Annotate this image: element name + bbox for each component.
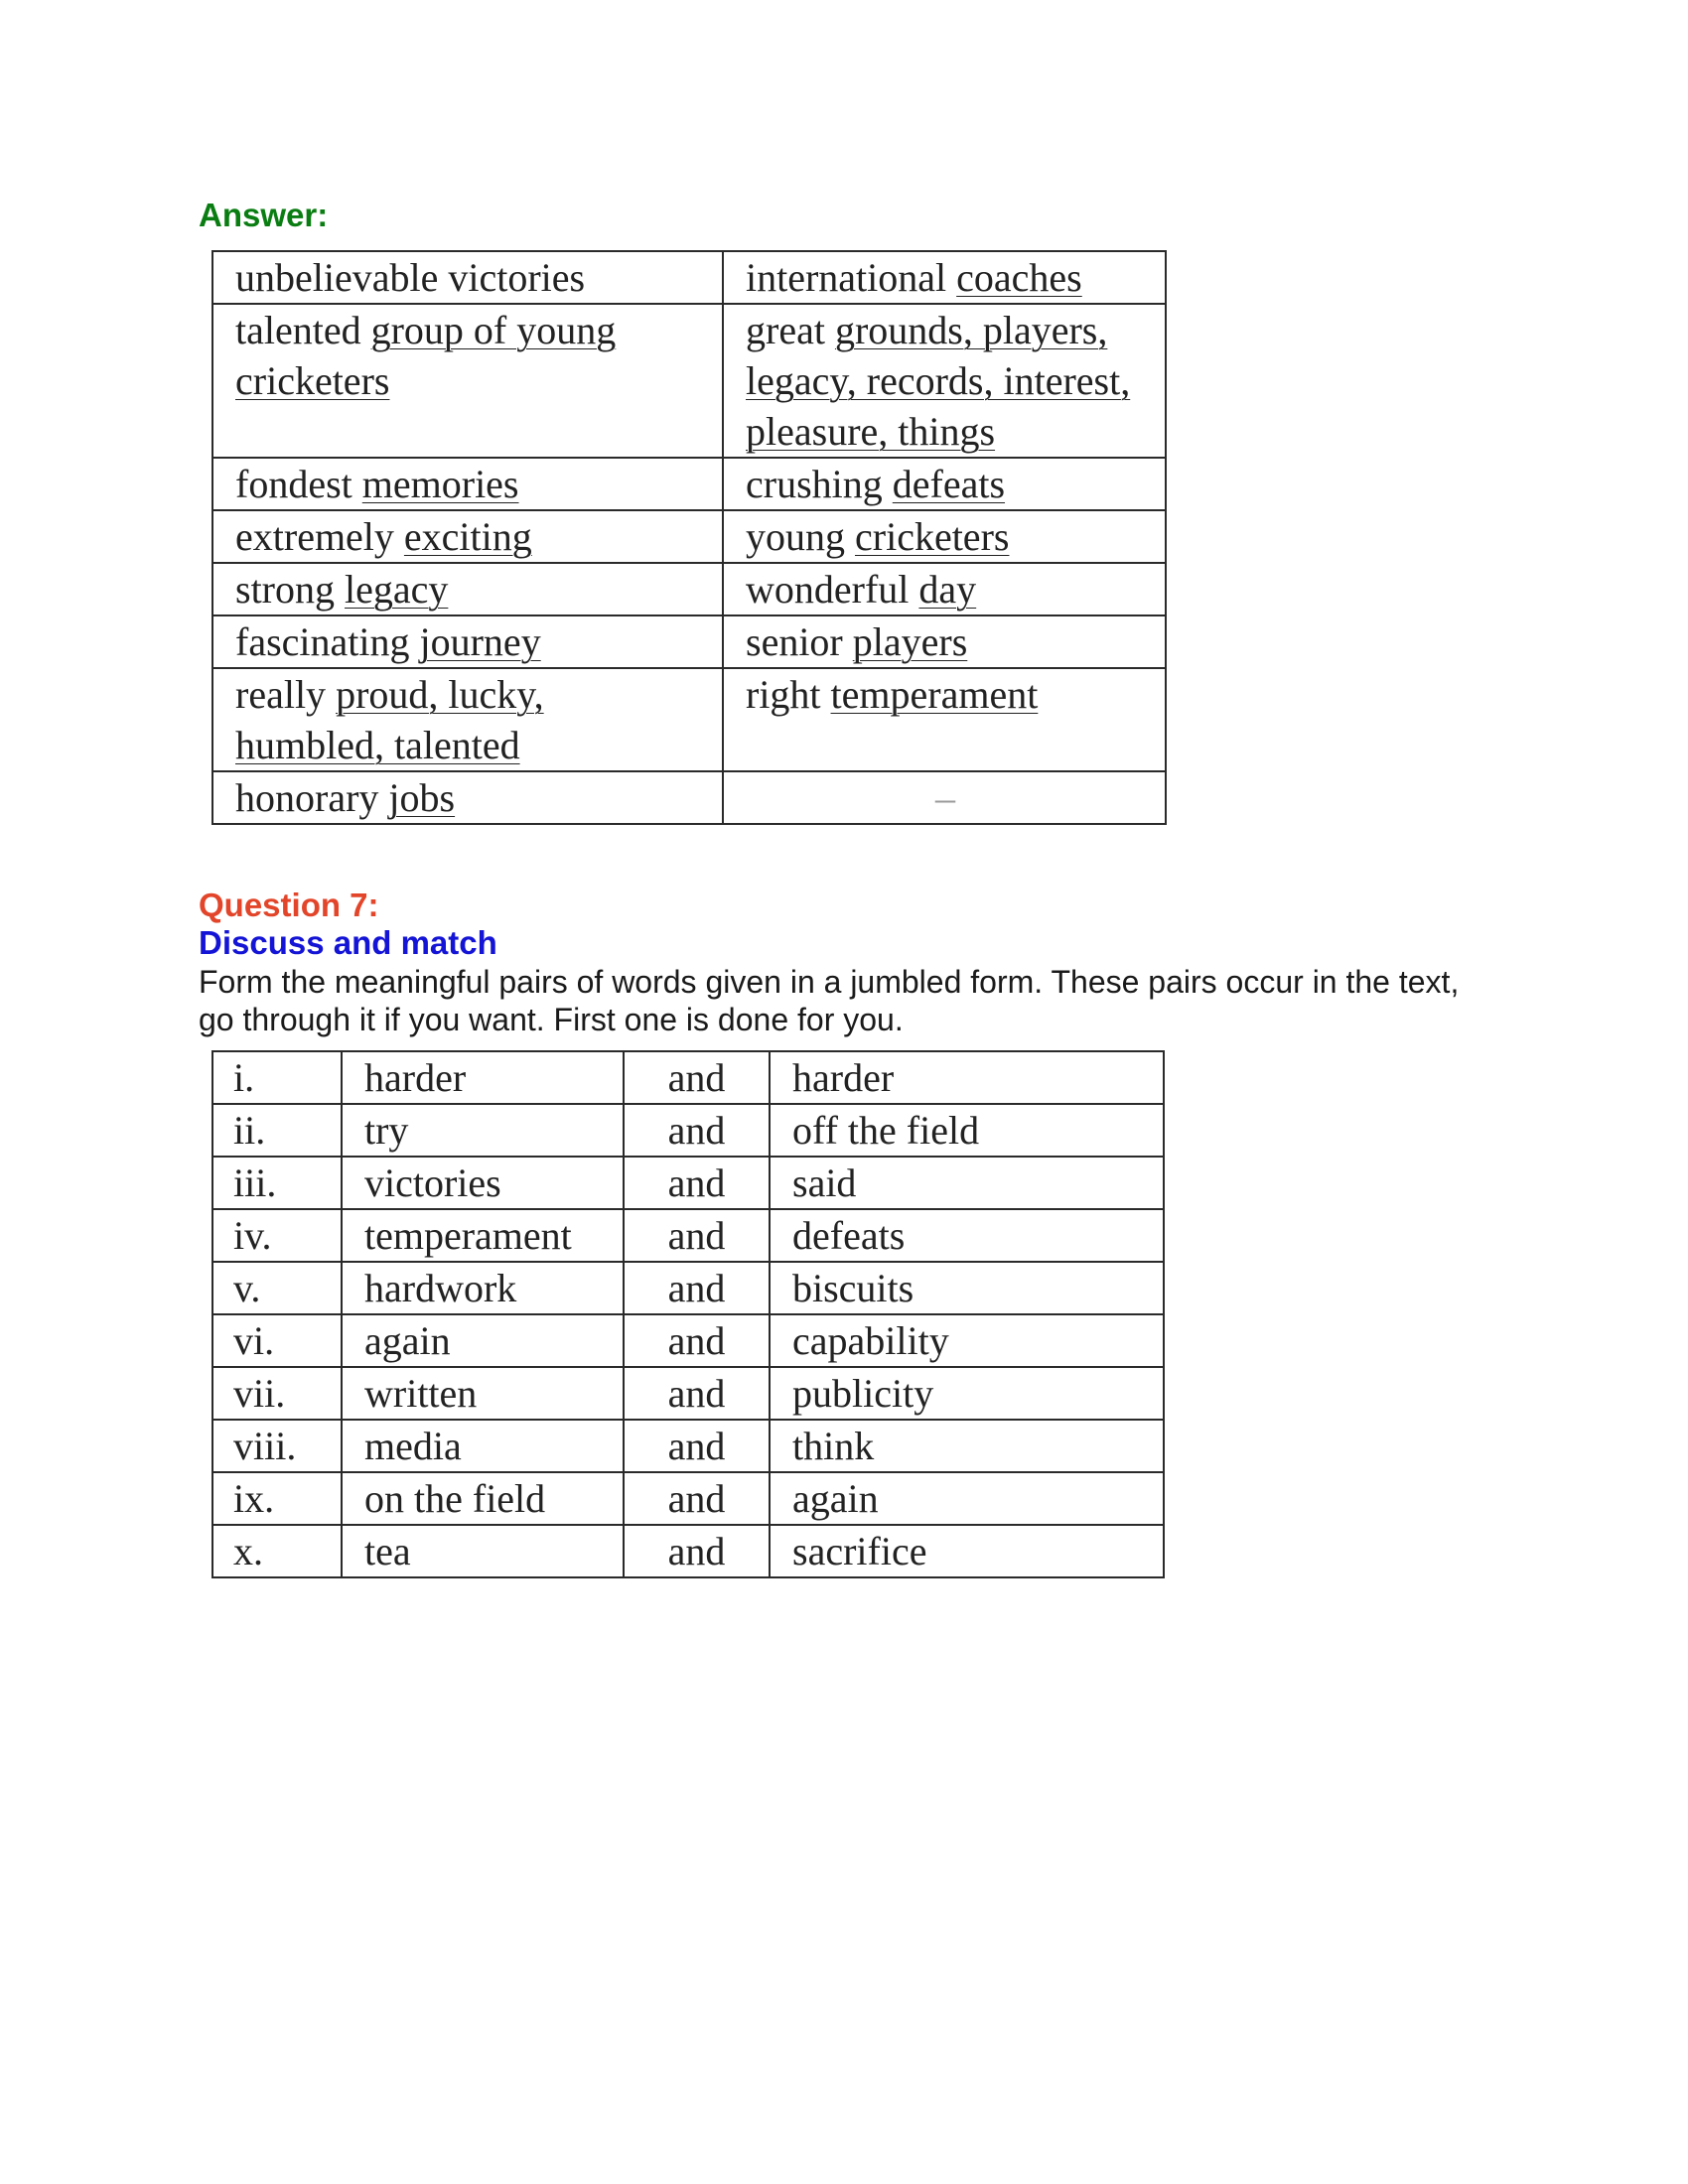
conjunction: and — [624, 1157, 770, 1209]
answer-cell-left — [212, 304, 723, 458]
word-left: try — [342, 1104, 624, 1157]
answer-text-plain: right — [746, 672, 831, 717]
word-right: biscuits — [770, 1262, 1164, 1314]
word-right: capability — [770, 1314, 1164, 1367]
question-heading: Question 7: — [199, 887, 379, 923]
word-right: think — [770, 1420, 1164, 1472]
word-left: written — [342, 1367, 624, 1420]
answer-cell-right — [723, 563, 1166, 615]
row-number: vi. — [212, 1314, 342, 1367]
answer-cell-right — [723, 771, 1166, 824]
word-right: publicity — [770, 1367, 1164, 1420]
answer-cell-right — [723, 668, 1166, 771]
table-row — [212, 1525, 1164, 1577]
answer-text-plain: young — [746, 514, 855, 559]
table-row — [212, 668, 1166, 771]
answer-text-underlined: players — [852, 619, 968, 664]
question-subheading: Discuss and match — [199, 924, 497, 961]
conjunction: and — [624, 1051, 770, 1104]
table-row — [212, 1367, 1164, 1420]
answer-cell-left — [212, 668, 723, 771]
word-left: hardwork — [342, 1262, 624, 1314]
answer-text-plain: extremely — [235, 514, 404, 559]
answer-text-underlined: group of young cricketers — [235, 308, 617, 403]
question-instruction: Form the meaningful pairs of words given in a jumbled form. These pairs occur in the text, go through it if you want. First one is done for you. — [199, 964, 1460, 1037]
table-row — [212, 1051, 1164, 1104]
answer-cell-right — [723, 510, 1166, 563]
word-right: harder — [770, 1051, 1164, 1104]
word-left: harder — [342, 1051, 624, 1104]
table-row — [212, 563, 1166, 615]
answer-cell-right — [723, 304, 1166, 458]
answer-table — [211, 250, 1167, 825]
answer-text-underlined: legacy — [345, 567, 449, 612]
conjunction: and — [624, 1262, 770, 1314]
table-row — [212, 304, 1166, 458]
answer-text-underlined: coaches — [956, 255, 1082, 300]
answer-text-plain: honorary — [235, 775, 389, 820]
word-left: on the field — [342, 1472, 624, 1525]
conjunction: and — [624, 1420, 770, 1472]
table-row — [212, 615, 1166, 668]
answer-text-underlined: journey — [419, 619, 541, 664]
answer-cell-left — [212, 563, 723, 615]
row-number: iii. — [212, 1157, 342, 1209]
conjunction: and — [624, 1314, 770, 1367]
table-row — [212, 1472, 1164, 1525]
word-left: tea — [342, 1525, 624, 1577]
answer-text-underlined: grounds, players, legacy, records, interest, pleasure, things — [746, 308, 1131, 454]
answer-cell-left — [212, 771, 723, 824]
answer-cell-right — [723, 251, 1166, 304]
answer-text-underlined: day — [918, 567, 977, 612]
table-row — [212, 1314, 1164, 1367]
conjunction: and — [624, 1367, 770, 1420]
match-table — [211, 1050, 1165, 1578]
table-row — [212, 251, 1166, 304]
answer-text-plain: unbelievable victories — [235, 255, 586, 300]
answer-cell-left — [212, 458, 723, 510]
row-number: ii. — [212, 1104, 342, 1157]
answer-text-plain: great — [746, 308, 835, 352]
answer-cell-right — [723, 458, 1166, 510]
conjunction: and — [624, 1209, 770, 1262]
answer-text-plain: fondest — [235, 462, 362, 506]
answer-cell-left — [212, 615, 723, 668]
table-row — [212, 1157, 1164, 1209]
table-row — [212, 458, 1166, 510]
word-right: said — [770, 1157, 1164, 1209]
answer-cell-left — [212, 251, 723, 304]
table-row — [212, 510, 1166, 563]
row-number: i. — [212, 1051, 342, 1104]
table-row — [212, 1420, 1164, 1472]
answer-text-plain: crushing — [746, 462, 893, 506]
conjunction: and — [624, 1472, 770, 1525]
row-number: x. — [212, 1525, 342, 1577]
word-left: media — [342, 1420, 624, 1472]
row-number: v. — [212, 1262, 342, 1314]
answer-text-underlined: memories — [361, 462, 519, 506]
answer-text-plain: fascinating — [235, 619, 420, 664]
word-left: temperament — [342, 1209, 624, 1262]
row-number: iv. — [212, 1209, 342, 1262]
answer-cell-right — [723, 615, 1166, 668]
word-left: again — [342, 1314, 624, 1367]
table-row — [212, 771, 1166, 824]
answer-heading: Answer: — [199, 197, 329, 233]
answer-text-underlined: exciting — [403, 514, 532, 559]
word-left: victories — [342, 1157, 624, 1209]
answer-text-underlined: cricketers — [855, 514, 1010, 559]
answer-text-plain: international — [746, 255, 957, 300]
conjunction: and — [624, 1525, 770, 1577]
conjunction: and — [624, 1104, 770, 1157]
answer-text-plain: talented — [235, 308, 371, 352]
answer-text-plain: really — [235, 672, 337, 717]
answer-cell-left — [212, 510, 723, 563]
table-row — [212, 1262, 1164, 1314]
answer-text-plain: – — [935, 775, 955, 820]
answer-text-underlined: defeats — [892, 462, 1006, 506]
answer-text-underlined: proud, lucky, humbled, talented — [235, 672, 544, 767]
table-row — [212, 1209, 1164, 1262]
word-right: defeats — [770, 1209, 1164, 1262]
answer-text-plain: senior — [746, 619, 853, 664]
row-number: vii. — [212, 1367, 342, 1420]
row-number: viii. — [212, 1420, 342, 1472]
answer-text-plain: wonderful — [746, 567, 919, 612]
word-right: sacrifice — [770, 1525, 1164, 1577]
answer-text-underlined: jobs — [388, 775, 456, 820]
table-row — [212, 1104, 1164, 1157]
answer-text-plain: strong — [235, 567, 345, 612]
word-right: off the field — [770, 1104, 1164, 1157]
row-number: ix. — [212, 1472, 342, 1525]
word-right: again — [770, 1472, 1164, 1525]
answer-text-underlined: temperament — [830, 672, 1039, 717]
